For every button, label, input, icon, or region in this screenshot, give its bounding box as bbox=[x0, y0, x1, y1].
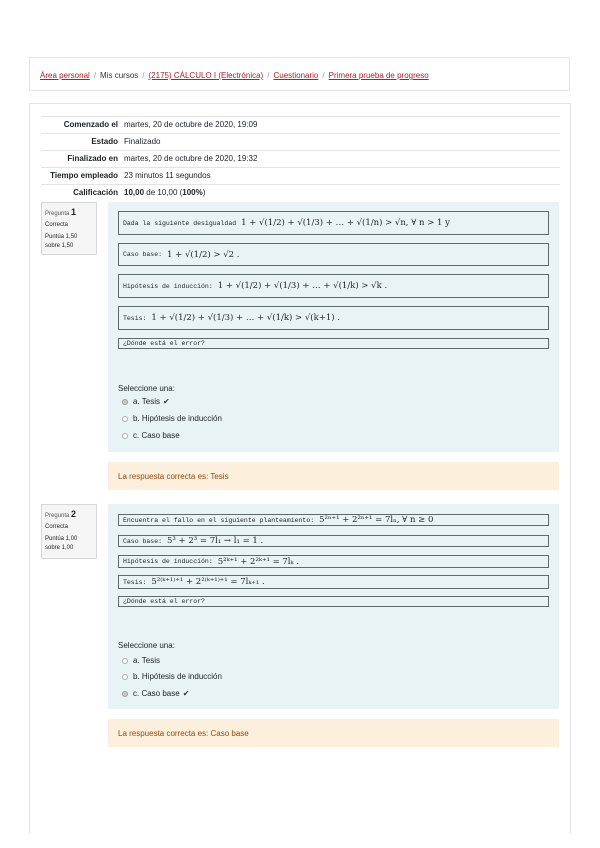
question-statement: Dada la siguiente desigualdad 1 + √(1/2) + √(1/3) + … + √(1/n) > √n, ∀ n > 1 y bbox=[118, 211, 549, 235]
summary-label: Calificación bbox=[73, 188, 118, 197]
quiz-review-region bbox=[29, 103, 571, 833]
radio-selected-icon[interactable] bbox=[122, 691, 128, 697]
question-line-hypothesis: Hipótesis de inducción: 1 + √(1/2) + √(1/3) + … + √(1/k) > √k . bbox=[118, 274, 549, 298]
question-state: Correcta bbox=[45, 222, 69, 228]
math-expression: 1 + √(1/2) + √(1/3) + … + √(1/k) > √(k+1) . bbox=[151, 313, 341, 323]
question-grade: Puntúa 1,50 sobre 1,50 bbox=[45, 234, 78, 249]
breadcrumb-quiz[interactable]: Primera prueba de progreso bbox=[328, 71, 429, 80]
grade-max: de 10,00 ( bbox=[144, 188, 183, 197]
question-line-thesis: Tesis: 1 + √(1/2) + √(1/3) + … + √(1/k) > √(k+1) . bbox=[118, 306, 549, 330]
math-expression: 1 + √(1/2) > √2 . bbox=[167, 249, 240, 260]
question-2-content bbox=[108, 504, 559, 709]
option-c[interactable]: c. Caso base ✔ bbox=[122, 689, 189, 698]
breadcrumb-separator: / bbox=[267, 71, 270, 80]
option-b[interactable]: b. Hipótesis de inducción bbox=[122, 672, 222, 681]
check-icon: ✔ bbox=[162, 397, 170, 406]
question-number: Pregunta 1 bbox=[45, 207, 77, 217]
grade-value bbox=[124, 187, 205, 198]
attempt-summary-table bbox=[41, 116, 560, 201]
radio-icon[interactable] bbox=[122, 674, 128, 680]
question-grade: Puntúa 1,00 sobre 1,00 bbox=[45, 536, 78, 551]
answer-prompt: Seleccione una: bbox=[118, 384, 175, 393]
question-state: Correcta bbox=[45, 524, 69, 530]
answer-prompt: Seleccione una: bbox=[118, 641, 175, 650]
question-line-where-error: ¿Dónde está el error? bbox=[118, 338, 549, 349]
breadcrumb-separator: / bbox=[322, 71, 325, 80]
math-expression: 1 + √(1/2) + √(1/3) + … + √(1/k) > √k . bbox=[217, 281, 388, 291]
math-expression: 5²ⁿ⁺¹ + 2²ⁿ⁺¹ = 7lₙ, ∀ n ≥ 0 bbox=[319, 515, 434, 525]
breadcrumb-mis-cursos: Mis cursos bbox=[100, 71, 139, 80]
breadcrumb-cuestionario[interactable]: Cuestionario bbox=[273, 71, 319, 80]
option-a[interactable]: a. Tesis ✔ bbox=[122, 397, 170, 406]
summary-row-time bbox=[41, 167, 560, 184]
option-a[interactable]: a. Tesis bbox=[122, 656, 160, 665]
summary-label: Finalizado en bbox=[67, 154, 118, 163]
correct-answer-feedback: La respuesta correcta es: Caso base bbox=[108, 719, 559, 747]
summary-row-grade bbox=[41, 184, 560, 201]
question-line-hypothesis: Hipótesis de inducción: 5²ᵏ⁺¹ + 2²ᵏ⁺¹ = 7lₖ . bbox=[118, 555, 549, 568]
breadcrumb-course[interactable]: (2175) CÁLCULO I (Electrónica) bbox=[148, 71, 264, 80]
math-expression: 1 + √(1/2) + √(1/3) + … + √(1/n) > √n, ∀ n > 1 y bbox=[241, 218, 450, 228]
breadcrumb-separator: / bbox=[93, 71, 97, 80]
grade-close: ) bbox=[202, 188, 206, 197]
math-expression: 5²⁽ᵏ⁺¹⁾⁺¹ + 2²⁽ᵏ⁺¹⁾⁺¹ = 7lₖ₊₁ . bbox=[151, 577, 265, 587]
math-expression: 5³ + 2³ = 7l₁ → l₁ = 1 . bbox=[167, 536, 264, 546]
option-c[interactable]: c. Caso base bbox=[122, 431, 180, 440]
breadcrumb-area-personal[interactable]: Área personal bbox=[40, 71, 90, 80]
radio-icon[interactable] bbox=[122, 658, 128, 664]
grade-percent: 100% bbox=[182, 188, 203, 197]
question-line-thesis: Tesis: 5²⁽ᵏ⁺¹⁾⁺¹ + 2²⁽ᵏ⁺¹⁾⁺¹ = 7lₖ₊₁ . bbox=[118, 575, 549, 589]
summary-label: Comenzado el bbox=[63, 120, 118, 129]
check-icon: ✔ bbox=[182, 689, 190, 698]
question-line-base-case: Caso base: 1 + √(1/2) > √2 . bbox=[118, 243, 549, 266]
radio-icon[interactable] bbox=[122, 433, 128, 439]
radio-icon[interactable] bbox=[122, 416, 128, 422]
summary-value: Finalizado bbox=[124, 137, 161, 146]
question-line-base-case: Caso base: 5³ + 2³ = 7l₁ → l₁ = 1 . bbox=[118, 535, 549, 547]
question-number: Pregunta 2 bbox=[45, 509, 77, 519]
math-expression: 5²ᵏ⁺¹ + 2²ᵏ⁺¹ = 7lₖ . bbox=[217, 556, 300, 567]
summary-value: martes, 20 de octubre de 2020, 19:09 bbox=[124, 120, 258, 129]
summary-label: Tiempo empleado bbox=[50, 171, 118, 180]
question-info-2 bbox=[41, 504, 97, 559]
question-statement: Encuentra el fallo en el siguiente planteamiento: 5²ⁿ⁺¹ + 2²ⁿ⁺¹ = 7lₙ, ∀ n ≥ 0 bbox=[118, 514, 549, 526]
radio-selected-icon[interactable] bbox=[122, 399, 128, 405]
summary-row-state bbox=[41, 133, 560, 150]
breadcrumb bbox=[29, 57, 570, 91]
summary-value: martes, 20 de octubre de 2020, 19:32 bbox=[124, 154, 258, 163]
question-1-content bbox=[108, 202, 559, 452]
summary-label: Estado bbox=[91, 137, 118, 146]
summary-value: 23 minutos 11 segundos bbox=[124, 171, 211, 180]
grade-score: 10,00 bbox=[124, 188, 145, 197]
summary-row-started bbox=[41, 116, 560, 133]
question-info-1 bbox=[41, 202, 97, 255]
question-line-where-error: ¿Dónde está el error? bbox=[118, 596, 549, 607]
breadcrumb-separator: / bbox=[142, 71, 145, 80]
correct-answer-feedback: La respuesta correcta es: Tesis bbox=[108, 462, 559, 490]
summary-row-finished bbox=[41, 150, 560, 167]
option-b[interactable]: b. Hipótesis de inducción bbox=[122, 414, 222, 423]
